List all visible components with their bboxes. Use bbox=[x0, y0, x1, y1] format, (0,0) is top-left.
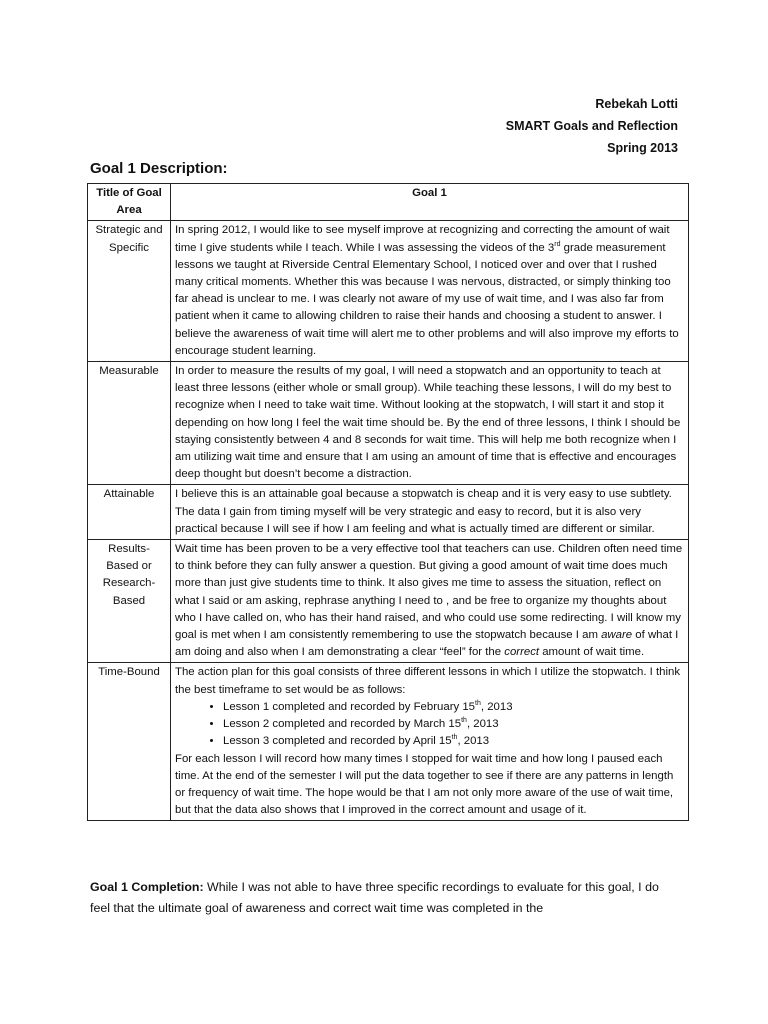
table-header-row bbox=[88, 184, 689, 221]
goal-text-measurable: In order to measure the results of my goal, I will need a stopwatch and an opportunity to teach at least three lessons (either whole or small group). While teaching these lessons, I will do my best to recognize when I need to take wait time. Without looking at the stopwatch, I will start it and stop it depending on how long I feel the wait time should be. By the end of three lessons, I think I should be staying consistently between 4 and 8 seconds for wait time. This will help me both recognize when I am utilizing wait time and ensure that I am using an amount of time that is effective and encourages deep thought but doesn’t become a distraction. bbox=[171, 362, 689, 485]
smart-goals-table bbox=[87, 183, 689, 821]
lesson-list bbox=[175, 699, 684, 751]
list-item: • Lesson 1 completed and recorded by February 15th, 2013 bbox=[223, 699, 684, 716]
goal-text-attainable: I believe this is an attainable goal because a stopwatch is cheap and it is very easy to use subtlety. The data I gain from timing myself will be very strategic and easy to record, but it is also very practical because I will see if how I am feeling and what is actually timed are different or similar. bbox=[171, 485, 689, 540]
timebound-intro: The action plan for this goal consists of three different lessons in which I utilize the stopwatch. I think the best timeframe to set would be as follows: bbox=[175, 666, 681, 696]
document-title: SMART Goals and Reflection bbox=[505, 119, 678, 133]
table-row-strategic bbox=[88, 221, 689, 362]
table-row-results bbox=[88, 540, 689, 663]
completion-text: While I was not able to have three specific recordings to evaluate for this goal, I do feel that the ultimate goal of awareness and correct wait time was completed in the bbox=[90, 880, 659, 915]
area-label-results: Results-Based or Research-Based bbox=[88, 540, 171, 663]
area-label-measurable: Measurable bbox=[88, 362, 171, 485]
goal-text-results: Wait time has been proven to be a very effective tool that teachers can use. Children often need time to think before they can fully answer a question. But giving a good amount of wait time does much more than just give students time to think. It also gives me time to assess the situation, reflect on what I said or am asking, rephrase anything I need to , and be free to organize my thoughts about who I have called on, who has their hand raised, and who could use some redirecting. I will know my goal is met when I am consistently remembering to use the stopwatch because I am aware of what I am doing and also when I am demonstrating a clear “feel” for the correct amount of wait time. bbox=[171, 540, 689, 663]
table-row-measurable bbox=[88, 362, 689, 485]
area-label-attainable: Attainable bbox=[88, 485, 171, 540]
goal-text-strategic: In spring 2012, I would like to see myself improve at recognizing and correcting the amount of wait time I give students while I teach. While I was assessing the videos of the 3rd grade measurement lessons we taught at Riverside Central Elementary School, I noticed over and over that I rushed many critical moments. Whether this was because I was nervous, distracted, or simply thinking too far ahead is unclear to me. I was clearly not aware of my use of wait time, and I was also far from patient when it came to allowing children to raise their hands and choosing a student to answer. I believe the awareness of wait time will alert me to other problems and will also improve my efforts to encourage student learning. bbox=[171, 221, 689, 362]
table-row-attainable bbox=[88, 485, 689, 540]
list-item: • Lesson 3 completed and recorded by April 15th, 2013 bbox=[223, 733, 684, 750]
list-item: • Lesson 2 completed and recorded by March 15th, 2013 bbox=[223, 716, 684, 733]
completion-label: Goal 1 Completion: bbox=[90, 880, 204, 894]
timebound-closing: For each lesson I will record how many times I stopped for wait time and how long I paused each time. At the end of the semester I will put the data together to see if there are any patterns in length or frequency of wait time. The hope would be that I am not only more aware of the use of wait time, but that the data also shows that I improved in the correct amount and usage of it. bbox=[175, 752, 674, 817]
author-name: Rebekah Lotti bbox=[595, 97, 678, 111]
column-header-area: Title of Goal Area bbox=[88, 184, 171, 221]
column-header-goal: Goal 1 bbox=[171, 184, 689, 221]
table-row-timebound bbox=[88, 663, 689, 821]
area-label-timebound: Time-Bound bbox=[88, 663, 171, 821]
area-label-strategic: Strategic and Specific bbox=[88, 221, 171, 362]
document-header bbox=[506, 93, 678, 159]
goal-completion bbox=[90, 877, 670, 919]
document-term: Spring 2013 bbox=[607, 141, 678, 155]
goal-description-heading: Goal 1 Description: bbox=[90, 160, 228, 177]
goal-text-timebound bbox=[171, 663, 689, 821]
